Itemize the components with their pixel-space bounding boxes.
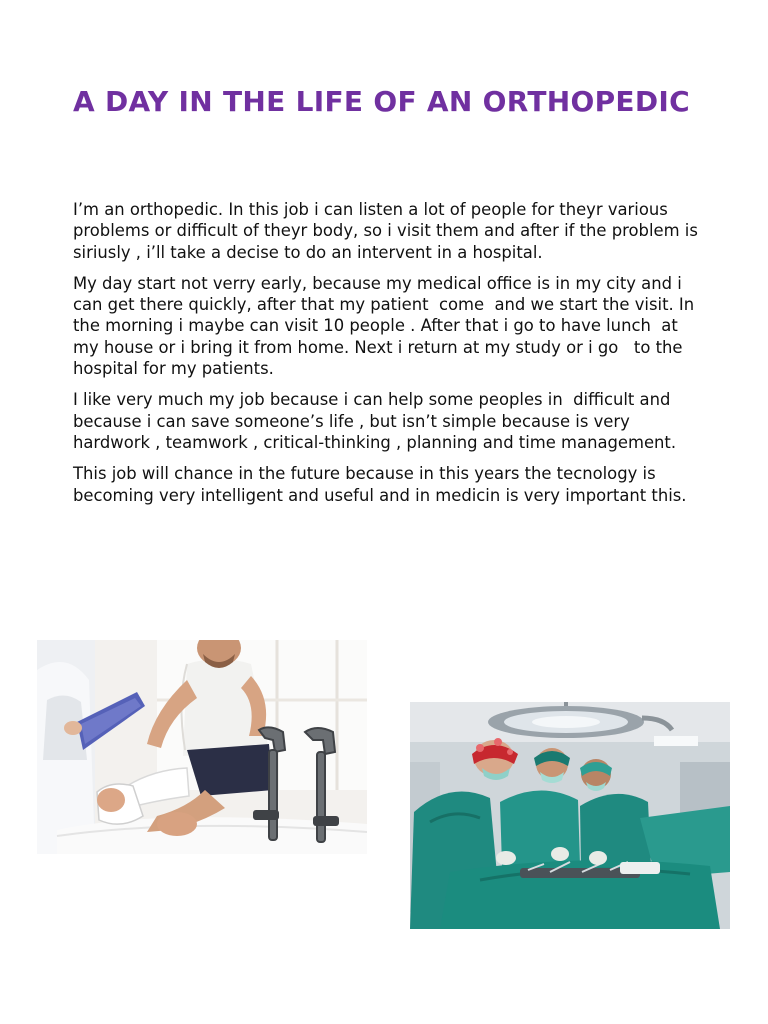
- paragraph-3: I like very much my job because i can help some peoples in difficult and because i can save someone’s life , but isn’t simple because is very hardwork , teamwork , critical-thinking , planning and time management.: [73, 390, 677, 452]
- body-text: [73, 199, 703, 516]
- paragraph-4: This job will chance in the future because in this years the tecnology is becoming very intelligent and useful and in medicin is very important this.: [73, 464, 687, 505]
- patient-cast-photo: [37, 640, 367, 854]
- page-title: A DAY IN THE LIFE OF AN ORTHOPEDIC: [73, 85, 690, 118]
- paragraph-1: I’m an orthopedic. In this job i can listen a lot of people for theyr various problems or difficult of theyr body, so i visit them and after if the problem is siriusly , i’ll take a decise to do an intervent in a hospital.: [73, 200, 704, 262]
- operating-room-photo: [410, 702, 730, 929]
- paragraph-2: My day start not verry early, because my medical office is in my city and i can get there quickly, after that my patient come and we start the visit. In the morning i maybe can visit 10 people . After that i go to have lunch at my house or i bring it from home. Next i return at my study or i go to the hospital for my patients.: [73, 273, 700, 379]
